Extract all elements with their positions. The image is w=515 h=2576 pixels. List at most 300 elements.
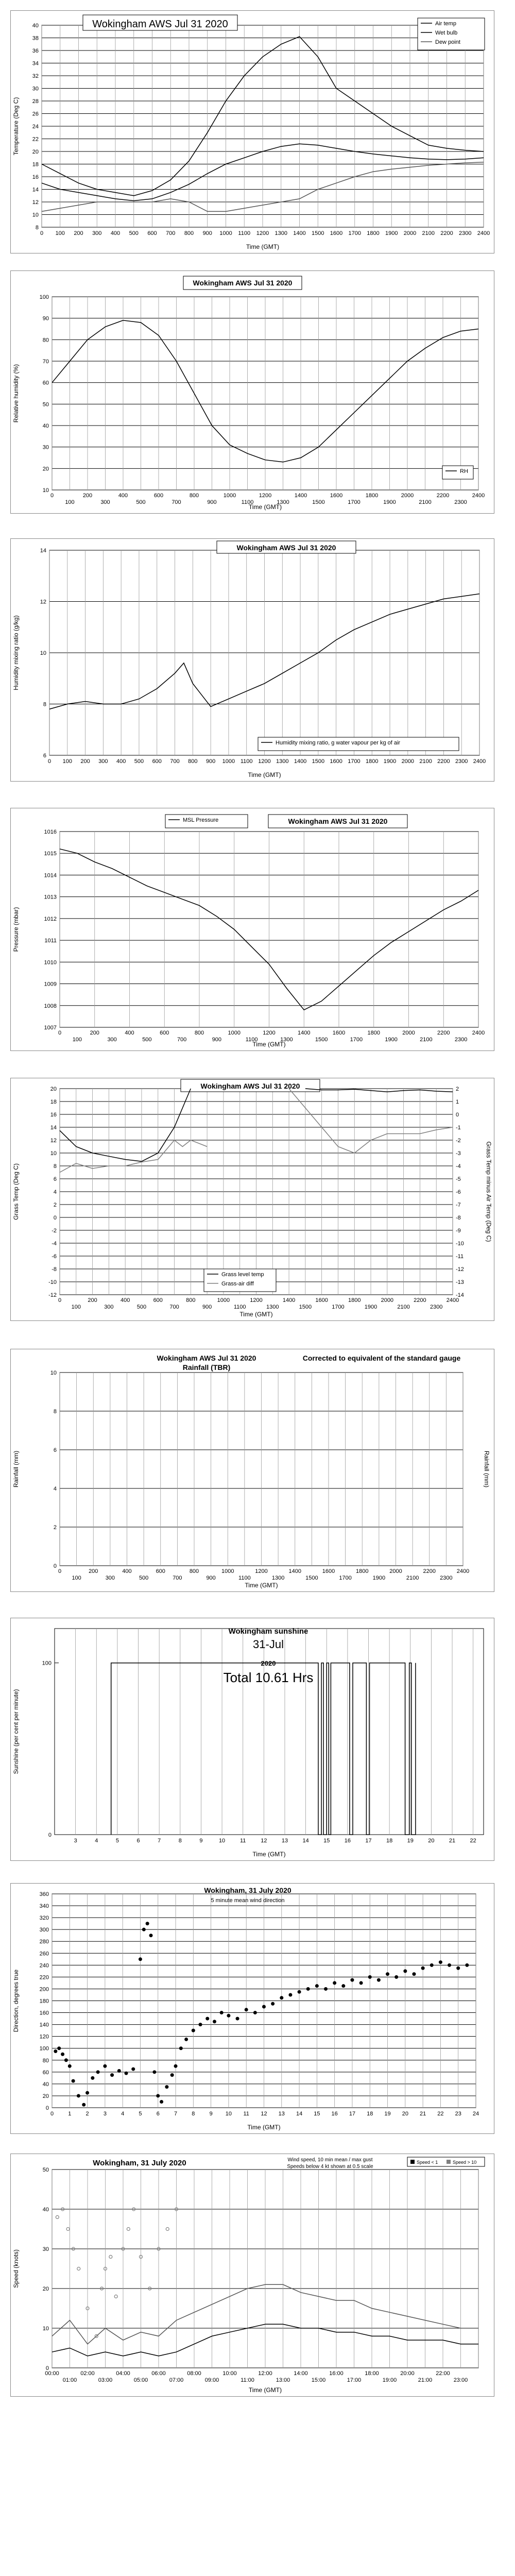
- x-tick-label: 1800: [365, 493, 379, 499]
- direction-point: [77, 2094, 80, 2097]
- x-tick-label: 300: [92, 230, 102, 236]
- x-tick-label: 19: [384, 2111, 391, 2117]
- y-axis-label: Rainfall (mm): [12, 1450, 20, 1488]
- x-axis-label: Time (GMT): [252, 1851, 286, 1858]
- x-tick-label: 17: [365, 1838, 372, 1844]
- x-tick-label: 0: [58, 1568, 62, 1574]
- x-tick-label: 100: [62, 758, 72, 765]
- x-tick-label: 1400: [288, 1568, 301, 1574]
- chart-title: Wokingham AWS Jul 31 2020: [200, 1082, 300, 1090]
- x-tick-label: 07:00: [169, 2377, 184, 2383]
- legend-entry: Speed > 10: [453, 2160, 477, 2165]
- grass-temp-chart-panel: [10, 1078, 494, 1321]
- x-tick-label: 1600: [330, 758, 342, 765]
- x-tick-label: 900: [207, 499, 217, 505]
- direction-point: [139, 1957, 142, 1961]
- y-tick-label: 28: [32, 98, 39, 105]
- x-tick-label: 400: [110, 230, 121, 236]
- x-tick-label: 1400: [294, 493, 307, 499]
- chart-subtitle: 31-Jul: [253, 1638, 284, 1651]
- x-tick-label: 100: [71, 1304, 81, 1310]
- x-tick-label: 18: [386, 1838, 393, 1844]
- x-tick-label: 0: [40, 230, 44, 236]
- y2-axis-label: Grass Temp minus Air Temp (Deg C): [485, 1141, 492, 1242]
- y-axis-label: Humidity mixing ratio (g/kg): [12, 615, 20, 690]
- x-tick-label: 600: [152, 758, 162, 765]
- mixing-ratio-chart-panel: [10, 538, 494, 782]
- rainfall-chart: [11, 1349, 494, 1591]
- y-tick-label: 100: [42, 1660, 52, 1667]
- x-tick-label: 500: [142, 1037, 152, 1043]
- direction-point: [394, 1975, 398, 1979]
- x-tick-label: 1000: [221, 1568, 234, 1574]
- direction-point: [96, 2070, 100, 2074]
- y-tick-label: 4: [53, 1189, 57, 1195]
- x-tick-label: 200: [89, 1568, 98, 1574]
- x-tick-label: 22: [437, 2111, 444, 2117]
- legend-entry: Speed < 1: [417, 2160, 438, 2165]
- direction-point: [125, 2072, 128, 2075]
- direction-point: [448, 1963, 451, 1967]
- x-tick-label: 300: [104, 1304, 114, 1310]
- x-tick-label: 200: [82, 493, 93, 499]
- y-tick-label: 1009: [44, 981, 57, 988]
- y2-tick-label: -10: [456, 1241, 464, 1247]
- y-tick-label: 34: [32, 60, 39, 67]
- x-tick-label: 400: [125, 1030, 134, 1036]
- x-tick-label: 100: [55, 230, 65, 236]
- x-tick-label: 600: [153, 493, 164, 499]
- y-tick-label: 1014: [44, 872, 57, 879]
- direction-point: [465, 1963, 469, 1967]
- x-tick-label: 700: [177, 1037, 187, 1043]
- x-tick-label: 1800: [366, 758, 379, 765]
- x-tick-label: 24: [472, 2111, 479, 2117]
- chart-title: Wokingham, 31 July 2020: [93, 2159, 186, 2167]
- chart-title: Wokingham AWS Jul 31 2020: [92, 19, 228, 30]
- y2-tick-label: -11: [456, 1253, 464, 1260]
- x-tick-label: 20: [428, 1838, 435, 1844]
- relative-humidity-chart: [11, 271, 494, 513]
- y2-tick-label: 2: [456, 1086, 459, 1092]
- direction-point: [64, 2058, 68, 2062]
- x-tick-label: 4: [121, 2111, 125, 2117]
- x-tick-label: 2400: [477, 230, 490, 236]
- x-tick-label: 8: [178, 1838, 182, 1844]
- x-tick-label: 1300: [274, 230, 287, 236]
- y-tick-label: 2: [53, 1524, 57, 1531]
- x-tick-label: 1300: [276, 758, 289, 765]
- y2-tick-label: -1: [456, 1125, 461, 1131]
- direction-point: [192, 2029, 195, 2032]
- x-tick-label: 1100: [238, 1575, 251, 1581]
- humidity-chart-panel: [10, 270, 494, 514]
- x-tick-label: 1100: [233, 1304, 246, 1310]
- y-axis-label: Speed (knots): [12, 2249, 20, 2288]
- chart-year: 2020: [261, 1659, 276, 1667]
- y-axis-label: Grass Temp (Deg C): [12, 1163, 20, 1220]
- direction-point: [386, 1972, 389, 1976]
- direction-point: [236, 2017, 239, 2021]
- x-tick-label: 2400: [472, 493, 485, 499]
- x-tick-label: 600: [156, 1568, 165, 1574]
- x-tick-label: 2000: [401, 493, 414, 499]
- x-tick-label: 1600: [330, 493, 343, 499]
- direction-point: [377, 1978, 381, 1982]
- direction-point: [350, 1978, 354, 1982]
- direction-point: [117, 2069, 121, 2073]
- x-tick-label: 2100: [419, 758, 432, 765]
- x-tick-label: 17: [349, 2111, 356, 2117]
- x-tick-label: 1300: [271, 1575, 285, 1581]
- x-tick-label: 700: [166, 230, 176, 236]
- x-tick-label: 2400: [473, 758, 486, 765]
- y2-tick-label: -3: [456, 1150, 461, 1157]
- x-tick-label: 700: [169, 1304, 179, 1310]
- chart-total: Total 10.61 Hrs: [223, 1670, 314, 1685]
- x-tick-label: 1100: [245, 1037, 258, 1043]
- x-tick-label: 2400: [472, 1030, 485, 1036]
- x-tick-label: 12:00: [258, 2370, 272, 2377]
- x-tick-label: 1200: [263, 1030, 276, 1036]
- direction-point: [262, 2005, 266, 2009]
- y-tick-label: 16: [50, 1112, 57, 1118]
- x-tick-label: 1500: [299, 1304, 312, 1310]
- y-tick-label: 80: [42, 337, 49, 344]
- y-tick-label: 1015: [44, 851, 57, 857]
- x-tick-label: 13:00: [276, 2377, 290, 2383]
- x-tick-label: 1400: [298, 1030, 311, 1036]
- direction-point: [403, 1969, 407, 1973]
- y-tick-label: 360: [39, 1891, 49, 1897]
- x-tick-label: 900: [206, 1575, 216, 1581]
- x-tick-label: 9: [209, 2111, 213, 2117]
- direction-point: [220, 2011, 224, 2014]
- x-tick-label: 12: [261, 2111, 267, 2117]
- x-tick-label: 2000: [389, 1568, 402, 1574]
- direction-point: [288, 1993, 292, 1996]
- x-tick-label: 500: [136, 1304, 147, 1310]
- y2-tick-label: -2: [456, 1138, 461, 1144]
- x-tick-label: 16: [331, 2111, 338, 2117]
- y-tick-label: 100: [39, 2045, 49, 2052]
- y-tick-label: 60: [42, 2069, 49, 2076]
- direction-point: [103, 2064, 107, 2068]
- x-tick-label: 900: [212, 1037, 222, 1043]
- x-tick-label: 1900: [372, 1575, 386, 1581]
- wind-speed-chart-panel: [10, 2154, 494, 2397]
- y-axis-label: Direction, degrees true: [12, 1969, 20, 2032]
- x-tick-label: 700: [173, 1575, 182, 1581]
- y-tick-label: 280: [39, 1939, 49, 1945]
- y-tick-label: 0: [45, 2365, 49, 2371]
- y-tick-label: 40: [42, 2207, 49, 2213]
- x-tick-label: 7: [158, 1838, 161, 1844]
- y-tick-label: 180: [39, 1998, 49, 2005]
- x-tick-label: 16:00: [329, 2370, 344, 2377]
- y-tick-label: 18: [32, 161, 39, 168]
- y-tick-label: 0: [53, 1563, 57, 1569]
- direction-point: [85, 2091, 89, 2095]
- y-tick-label: -8: [52, 1266, 57, 1273]
- x-tick-label: 14: [296, 2111, 303, 2117]
- y-tick-label: 10: [32, 212, 39, 218]
- x-tick-label: 22: [470, 1838, 476, 1844]
- x-tick-label: 300: [107, 1037, 117, 1043]
- direction-point: [149, 1934, 153, 1937]
- y2-tick-label: -8: [456, 1215, 461, 1221]
- legend-entry: Wet bulb: [435, 30, 458, 36]
- direction-point: [165, 2085, 168, 2089]
- y2-tick-label: -13: [456, 1279, 464, 1285]
- y-tick-label: 12: [50, 1138, 57, 1144]
- y-tick-label: 40: [42, 2081, 49, 2088]
- x-tick-label: 800: [184, 230, 194, 236]
- y-tick-label: 1010: [44, 959, 57, 966]
- x-tick-label: 1700: [332, 1304, 345, 1310]
- x-tick-label: 2100: [419, 499, 432, 505]
- y-tick-label: 8: [53, 1409, 57, 1415]
- x-tick-label: 21: [449, 1838, 456, 1844]
- x-tick-label: 2300: [440, 1575, 453, 1581]
- x-tick-label: 1800: [367, 1030, 380, 1036]
- y-axis-label: Pressure (mbar): [12, 907, 20, 952]
- legend-entry: Dew point: [435, 39, 460, 45]
- x-tick-label: 1: [68, 2111, 72, 2117]
- x-tick-label: 6: [136, 1838, 140, 1844]
- y2-tick-label: -9: [456, 1228, 461, 1234]
- y2-tick-label: 0: [456, 1112, 459, 1118]
- y-tick-label: 260: [39, 1951, 49, 1957]
- x-tick-label: 1900: [385, 230, 398, 236]
- x-tick-label: 2200: [437, 1030, 450, 1036]
- x-tick-label: 5: [115, 1838, 119, 1844]
- y-tick-label: 14: [40, 548, 46, 554]
- y-tick-label: 20: [42, 2093, 49, 2099]
- x-tick-label: 01:00: [62, 2377, 77, 2383]
- x-tick-label: 1500: [315, 1037, 328, 1043]
- y2-tick-label: -6: [456, 1189, 461, 1195]
- direction-point: [421, 1967, 425, 1970]
- x-tick-label: 1700: [350, 1037, 363, 1043]
- x-tick-label: 2200: [437, 758, 450, 765]
- x-tick-label: 1900: [385, 1037, 398, 1043]
- x-tick-label: 300: [100, 499, 110, 505]
- direction-point: [179, 2046, 183, 2050]
- y-tick-label: 200: [39, 1986, 49, 1993]
- y2-axis-label: Rainfall (mm): [483, 1450, 490, 1488]
- y-axis-label: Relative humidity (%): [12, 364, 20, 423]
- x-tick-label: 400: [118, 493, 128, 499]
- x-axis-label: Time (GMT): [252, 1041, 286, 1048]
- x-tick-label: 1100: [238, 230, 251, 236]
- y-tick-label: 70: [42, 359, 49, 365]
- x-tick-label: 900: [202, 230, 212, 236]
- y2-tick-label: -14: [456, 1292, 464, 1298]
- x-tick-label: 200: [80, 758, 90, 765]
- direction-point: [430, 1963, 434, 1967]
- x-tick-label: 1400: [294, 758, 307, 765]
- direction-point: [142, 1928, 146, 1931]
- x-axis-label: Time (GMT): [248, 771, 281, 778]
- y-tick-label: 14: [32, 187, 39, 193]
- x-tick-label: 06:00: [151, 2370, 166, 2377]
- direction-point: [368, 1975, 372, 1979]
- x-tick-label: 2400: [456, 1568, 470, 1574]
- direction-point: [174, 2064, 178, 2068]
- direction-point: [82, 2103, 85, 2107]
- y2-tick-label: -5: [456, 1176, 461, 1182]
- x-axis-label: Time (GMT): [245, 1582, 278, 1589]
- y-tick-label: 16: [32, 174, 39, 180]
- y-tick-label: 340: [39, 1903, 49, 1910]
- x-tick-label: 2100: [420, 1037, 433, 1043]
- legend-entry: Humidity mixing ratio, g water vapour per kg of air: [276, 740, 401, 746]
- y-tick-label: 0: [45, 2105, 49, 2111]
- x-tick-label: 100: [65, 499, 75, 505]
- x-tick-label: 0: [58, 1297, 62, 1303]
- y-tick-label: -2: [52, 1228, 57, 1234]
- x-tick-label: 08:00: [187, 2370, 201, 2377]
- direction-point: [439, 1960, 442, 1964]
- x-tick-label: 3: [103, 2111, 107, 2117]
- chart-title: Wokingham AWS Jul 31 2020: [157, 1354, 256, 1362]
- x-tick-label: 2000: [381, 1297, 394, 1303]
- x-tick-label: 2400: [446, 1297, 459, 1303]
- direction-point: [306, 1987, 310, 1991]
- direction-point: [61, 2053, 64, 2056]
- direction-point: [298, 1990, 301, 1994]
- y-tick-label: 10: [42, 487, 49, 494]
- x-tick-label: 1600: [322, 1568, 335, 1574]
- x-tick-label: 1900: [364, 1304, 377, 1310]
- chart-note: Speeds below 4 kt shown at 0.5 scale: [287, 2164, 373, 2170]
- legend-entry: Grass level temp: [221, 1272, 264, 1278]
- rainfall-chart-panel: [10, 1349, 494, 1592]
- x-tick-label: 1400: [293, 230, 306, 236]
- x-tick-label: 1300: [280, 1037, 293, 1043]
- x-tick-label: 0: [58, 1030, 62, 1036]
- y2-tick-label: -7: [456, 1202, 461, 1208]
- x-axis-label: Time (GMT): [248, 503, 282, 511]
- chart-title: Wokingham, 31 July 2020: [204, 1886, 291, 1894]
- x-tick-label: 1700: [348, 230, 361, 236]
- x-tick-label: 800: [189, 493, 199, 499]
- y-tick-label: 40: [42, 423, 49, 429]
- direction-point: [359, 1981, 363, 1985]
- wind-speed-chart: [11, 2154, 494, 2396]
- sunshine-chart-panel: [10, 1618, 494, 1861]
- x-tick-label: 09:00: [204, 2377, 219, 2383]
- x-tick-label: 00:00: [45, 2370, 59, 2377]
- x-tick-label: 1000: [228, 1030, 241, 1036]
- direction-point: [253, 2011, 257, 2014]
- direction-point: [170, 2073, 174, 2077]
- direction-point: [271, 2002, 274, 2006]
- x-tick-label: 600: [153, 1297, 163, 1303]
- x-tick-label: 1600: [315, 1297, 328, 1303]
- x-tick-label: 1900: [383, 499, 396, 505]
- x-tick-label: 2300: [459, 230, 472, 236]
- y-tick-label: 120: [39, 2033, 49, 2040]
- direction-point: [324, 1987, 328, 1991]
- x-tick-label: 2200: [440, 230, 453, 236]
- y-tick-label: 22: [32, 136, 39, 143]
- direction-point: [91, 2076, 94, 2080]
- legend-entry: RH: [460, 468, 468, 474]
- sunshine-chart: [11, 1618, 494, 1860]
- x-tick-label: 21:00: [418, 2377, 433, 2383]
- y-tick-label: 220: [39, 1974, 49, 1981]
- y-tick-label: 60: [42, 380, 49, 386]
- x-tick-label: 1900: [383, 758, 397, 765]
- x-tick-label: 14:00: [294, 2370, 308, 2377]
- y-tick-label: 10: [50, 1370, 57, 1376]
- x-tick-label: 18:00: [365, 2370, 379, 2377]
- x-tick-label: 1000: [222, 758, 235, 765]
- x-tick-label: 0: [50, 2111, 54, 2117]
- y2-tick-label: -4: [456, 1163, 461, 1170]
- y-tick-label: 12: [40, 599, 46, 605]
- y-tick-label: 36: [32, 48, 39, 54]
- y-tick-label: 50: [42, 401, 49, 408]
- y-tick-label: 100: [39, 294, 49, 300]
- y-tick-label: 1008: [44, 1003, 57, 1009]
- x-tick-label: 16: [344, 1838, 351, 1844]
- x-tick-label: 1500: [305, 1575, 318, 1581]
- x-tick-label: 2: [85, 2111, 89, 2117]
- y-axis-label: Sunshine (per cent per minute): [12, 1689, 20, 1774]
- wind-direction-chart-panel: [10, 1883, 494, 2134]
- x-tick-label: 23:00: [453, 2377, 468, 2383]
- x-tick-label: 1300: [266, 1304, 279, 1310]
- y-tick-label: 40: [32, 23, 39, 29]
- x-tick-label: 1700: [339, 1575, 352, 1581]
- x-tick-label: 900: [202, 1304, 212, 1310]
- y-tick-label: 30: [42, 444, 49, 451]
- x-tick-label: 1700: [348, 499, 360, 505]
- x-tick-label: 1800: [348, 1297, 361, 1303]
- x-tick-label: 2300: [454, 1037, 468, 1043]
- x-tick-label: 0: [50, 493, 54, 499]
- direction-point: [213, 2020, 216, 2023]
- direction-point: [146, 1922, 149, 1925]
- x-tick-label: 800: [189, 1568, 199, 1574]
- x-tick-label: 1800: [356, 1568, 369, 1574]
- x-tick-label: 1500: [312, 230, 324, 236]
- x-tick-label: 1200: [258, 758, 271, 765]
- x-tick-label: 1200: [255, 1568, 268, 1574]
- y-tick-label: -12: [48, 1292, 57, 1298]
- x-tick-label: 11:00: [241, 2377, 254, 2383]
- chart-title: Wokingham AWS Jul 31 2020: [288, 817, 388, 825]
- y2-tick-label: -12: [456, 1266, 464, 1273]
- y-tick-label: 18: [50, 1099, 57, 1105]
- y-tick-label: 0: [53, 1215, 57, 1221]
- y-tick-label: 50: [42, 2167, 49, 2173]
- x-tick-label: 500: [129, 230, 139, 236]
- x-tick-label: 6: [156, 2111, 160, 2117]
- direction-point: [199, 2023, 202, 2026]
- chart-title: Wokingham AWS Jul 31 2020: [193, 279, 293, 287]
- x-tick-label: 1500: [312, 758, 325, 765]
- y-tick-label: 90: [42, 315, 49, 322]
- x-tick-label: 700: [171, 499, 181, 505]
- x-axis-label: Time (GMT): [248, 2386, 282, 2394]
- x-tick-label: 1600: [332, 1030, 346, 1036]
- y-tick-label: 10: [40, 650, 46, 656]
- y-tick-label: 8: [35, 225, 39, 231]
